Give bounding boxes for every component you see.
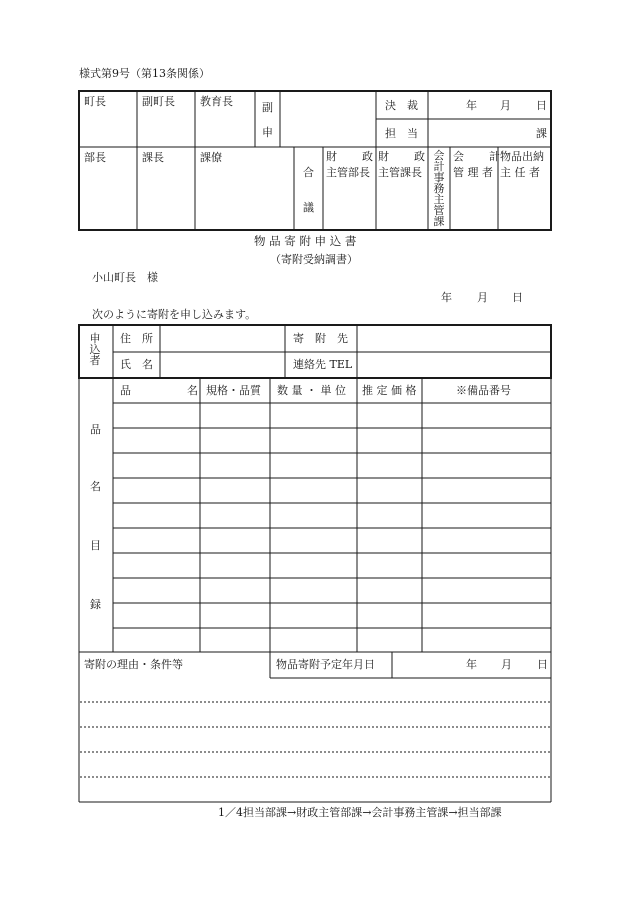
items-side-char-1: 品 <box>90 423 101 436</box>
approval-accountant-2: 管 理 者 <box>453 166 493 179</box>
items-side-char-4: 録 <box>90 598 101 611</box>
approval-date-year: 年 <box>466 99 477 112</box>
scheduled-date-day: 日 <box>537 658 548 671</box>
applicant-name-field[interactable] <box>162 354 283 376</box>
approval-deputy-mayor: 副町長 <box>142 95 175 108</box>
application-date-year: 年 <box>441 291 452 304</box>
contact-tel-label: 連絡先 TEL <box>293 358 353 371</box>
column-item-name-1: 品 <box>120 384 131 397</box>
approval-finance-dept-1: 財 政 <box>326 150 374 163</box>
routing-note: 1／4担当部課→財政主管部課→会計事務主管課→担当部課 <box>218 806 502 819</box>
approval-section-staff: 課僚 <box>200 151 222 164</box>
approval-kessai: 決 裁 <box>385 99 418 112</box>
document-title: 物 品 寄 附 申 込 書 <box>254 234 357 248</box>
reason-field[interactable] <box>81 680 549 800</box>
approval-date-month: 月 <box>500 99 511 112</box>
scheduled-date-year: 年 <box>466 658 477 671</box>
approval-finance-section-1: 財 政 <box>378 150 426 163</box>
applicant-address-label: 住 所 <box>120 332 153 345</box>
contact-tel-field[interactable] <box>359 354 549 376</box>
column-spec: 規格・品質 <box>206 384 261 397</box>
approval-fuku-2: 申 <box>262 126 273 139</box>
approval-accountant-1: 会 計 <box>453 150 501 163</box>
items-side-char-3: 目 <box>90 539 101 552</box>
applicant-address-field[interactable] <box>162 327 283 350</box>
column-item-name-2: 名 <box>187 384 198 397</box>
approval-accounting-section: 会計事務主管課 <box>433 149 445 228</box>
approval-date-day: 日 <box>536 99 547 112</box>
approval-tanto: 担 当 <box>385 127 418 140</box>
form-number-label: 様式第9号（第13条関係） <box>79 67 210 80</box>
applicant-name-label: 氏 名 <box>120 358 153 371</box>
intro-statement: 次のように寄附を申し込みます。 <box>92 308 257 321</box>
application-date-month: 月 <box>477 291 488 304</box>
approval-finance-dept-2: 主管部長 <box>326 166 370 179</box>
donation-destination-label: 寄 附 先 <box>293 332 348 345</box>
approval-property-officer-2: 主 任 者 <box>500 166 540 179</box>
reason-label: 寄附の理由・条件等 <box>84 658 183 671</box>
scheduled-date-month: 月 <box>501 658 512 671</box>
approval-ka: 課 <box>536 127 547 140</box>
approval-department-head: 部長 <box>84 151 106 164</box>
approval-superintendent: 教育長 <box>200 95 233 108</box>
donation-destination-field[interactable] <box>359 327 549 350</box>
application-date-day: 日 <box>512 291 523 304</box>
column-quantity: 数 量 ・ 単 位 <box>277 384 346 397</box>
addressee: 小山町長 様 <box>92 271 158 284</box>
approval-property-officer-1: 物品出納 <box>500 150 544 163</box>
document-subtitle: （寄附受納調書） <box>270 253 358 266</box>
items-side-char-2: 名 <box>90 480 101 493</box>
column-estimated-price: 推 定 価 格 <box>362 384 417 397</box>
column-property-number: ※備品番号 <box>456 384 511 397</box>
approval-aigi-1: 合 <box>303 166 314 179</box>
approval-finance-section-2: 主管課長 <box>378 166 422 179</box>
scheduled-date-label: 物品寄附予定年月日 <box>276 658 375 671</box>
approval-mayor: 町長 <box>84 95 106 108</box>
applicant-side-label: 申込者 <box>89 332 101 367</box>
approval-aigi-2: 議 <box>303 201 314 214</box>
approval-fuku-1: 副 <box>262 101 273 114</box>
approval-section-head: 課長 <box>142 151 164 164</box>
